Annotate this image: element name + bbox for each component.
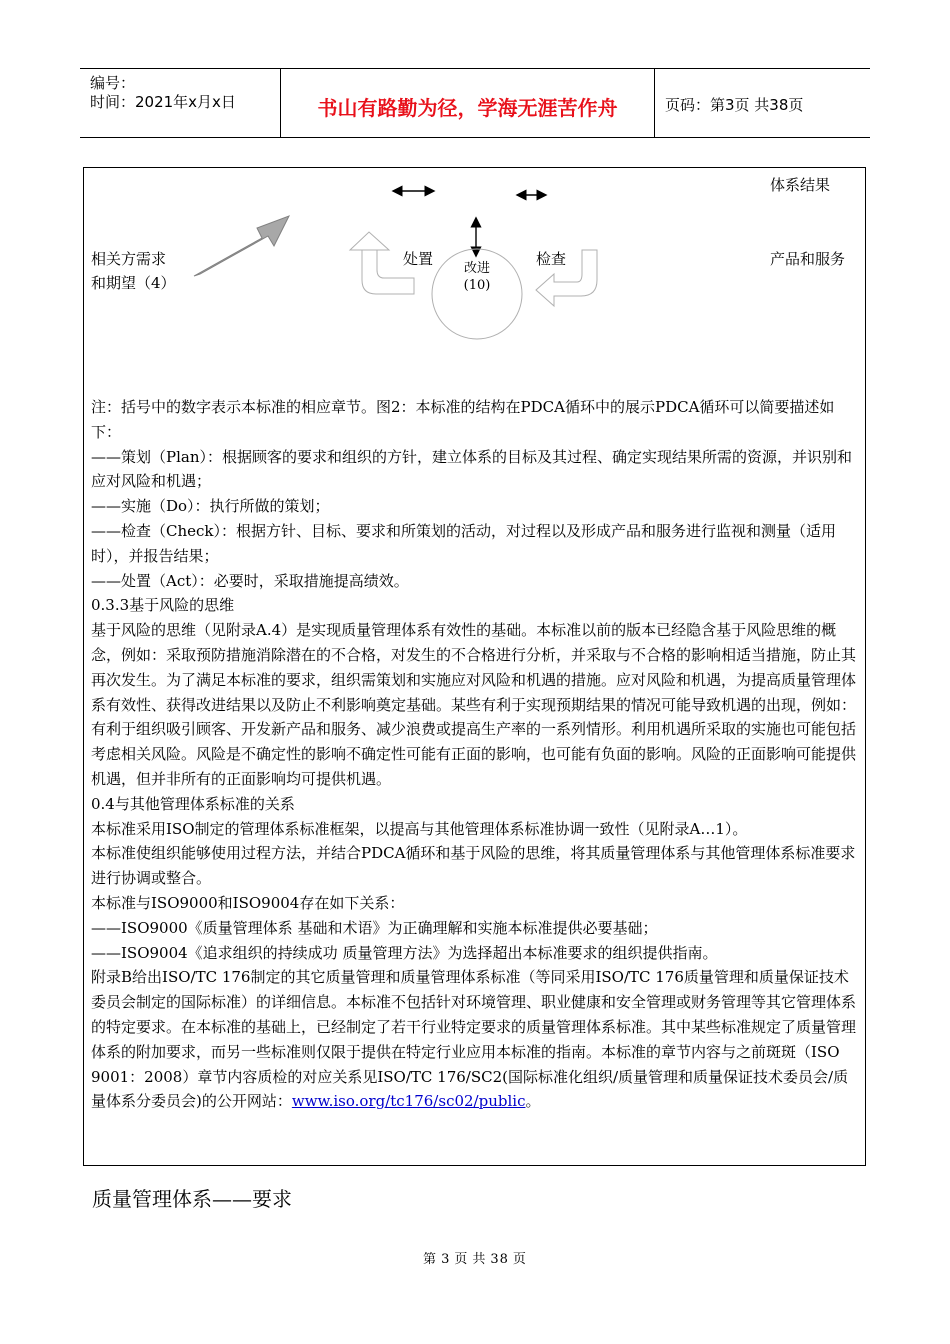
improve-number: (10)	[463, 278, 491, 293]
act-label: 处置	[403, 250, 434, 268]
section-heading-0-4: 0.4与其他管理体系标准的关系	[91, 794, 295, 813]
annex-b-paragraph	[91, 965, 861, 1114]
iso9000-paragraph: ——ISO9000《质量管理体系 基础和术语》为正确理解和实施本标准提供必要基础；	[91, 918, 658, 937]
stakeholder-label-2: 和期望（4）	[91, 274, 176, 292]
tail-punct: 。	[525, 1092, 541, 1111]
system-result-label: 体系结果	[770, 176, 831, 194]
footer-word: 页	[454, 1252, 469, 1267]
risk-paragraph: 基于风险的思维（见附录A.4）是实现质量管理体系有效性的基础。本标准以前的版本已经隐含基于风险思维的概念，例如：采取预防措施消除潜在的不合格，对发生的不合格进行分析，并采取与不合格的影响相适当措施，防止其再次发生。为了满足本标准的要求，组织需策划和实施应对风险和机遇的措施。应对风险和机遇，为提高质量管理体系有效性、获得改进结果以及防止不利影响奠定基础。某些有利于实现预期结果的情况可能导致机遇的出现，例如：有利于组织吸引顾客、开发新产品和服务、减少浪费或提高生产率的一系列情形。利用机遇所采取的实施也可能包括考虑相关风险。风险是不确定性的影响不确定性可能有正面的影响，也可能有负面的影响。风险的正面影响可能提供机遇，但并非所有的正面影响均可提供机遇。	[91, 621, 857, 788]
footer-page-number: 3	[441, 1252, 451, 1267]
iso-website-link[interactable]: www.iso.org/tc176/sc02/public	[291, 1092, 526, 1111]
page-header	[80, 68, 870, 138]
number-label: 编号：	[90, 74, 136, 92]
relation-paragraph: 本标准与ISO9000和ISO9004存在如下关系：	[91, 893, 405, 912]
footer-total-pages: 38	[490, 1252, 509, 1267]
section-heading-0-3-3: 0.3.3基于风险的思维	[91, 596, 235, 615]
framework-paragraph: 本标准采用ISO制定的管理体系标准框架，以提高与其他管理体系标准协调一致性（见附录A…1）。	[91, 819, 748, 838]
footer-word: 共	[472, 1252, 487, 1267]
iso9004-paragraph: ——ISO9004《追求组织的持续成功 质量管理方法》为选择超出本标准要求的组织提供指南。	[91, 943, 718, 962]
act-paragraph: ——处置（Act）：必要时，采取措施提高绩效。	[91, 571, 409, 590]
page-label: 页码：第3页 共38页	[665, 96, 804, 114]
check-label: 检查	[536, 250, 567, 268]
pdca-diagram	[84, 168, 865, 393]
header-page-cell	[655, 69, 870, 137]
plan-paragraph: ——策划（Plan）：根据顾客的要求和组织的方针，建立体系的目标及其过程、确定实现结果所需的资源，并识别和应对风险和机遇；	[91, 447, 852, 491]
section-title: 质量管理体系——要求	[92, 1187, 292, 1211]
stakeholder-label-1: 相关方需求	[91, 250, 167, 268]
check-paragraph: ——检查（Check）：根据方针、目标、要求和所策划的活动，对过程以及形成产品和服务进行监视和测量（适用时），并报告结果；	[91, 521, 837, 565]
footer-word: 第	[423, 1252, 438, 1267]
input-arrow-icon	[194, 216, 289, 276]
header-info-cell	[80, 69, 281, 137]
page-footer	[0, 1248, 950, 1267]
header-slogan-cell	[281, 69, 655, 137]
slogan: 书山有路勤为径，学海无涯苦作舟	[317, 96, 618, 120]
body-text	[91, 395, 861, 1114]
footer-word: 页	[512, 1252, 527, 1267]
annex-b-text: 附录B给出ISO/TC 176制定的其它质量管理和质量管理体系标准（等同采用ISO/TC 176质量管理和质量保证技术委员会制定的国际标准）的详细信息。本标准不包括针对环境管理、职业健康和安全管理或财务管理等其它管理体系的特定要求。在本标准的基础上，已经制定了若干行业特定要求的质量管理体系标准。其中某些标准规定了质量管理体系的附加要求，而另一些标准则仅限于提供在特定行业应用本标准的指南。本标准的章节内容与之前斑斑（ISO 9001：2008）章节内容质检的对应关系见ISO/TC 176/SC2(国际标准化组织/质量管理和质量保证技术委员会/质量体系分委员会)的公开网站：	[91, 968, 857, 1111]
note-paragraph: 注：括号中的数字表示本标准的相应章节。图2：本标准的结构在PDCA循环中的展示PDCA循环可以简要描述如下：	[91, 398, 835, 441]
products-services-label: 产品和服务	[770, 250, 846, 268]
integration-paragraph: 本标准使组织能够使用过程方法，并结合PDCA循环和基于风险的思维，将其质量管理体系与其他管理体系标准要求进行协调或整合。	[91, 844, 856, 888]
time-label: 时间：2021年x月x日	[90, 93, 236, 111]
content-box	[83, 167, 866, 1166]
do-paragraph: ——实施（Do）：执行所做的策划；	[91, 497, 330, 516]
improve-label: 改进	[463, 261, 490, 276]
